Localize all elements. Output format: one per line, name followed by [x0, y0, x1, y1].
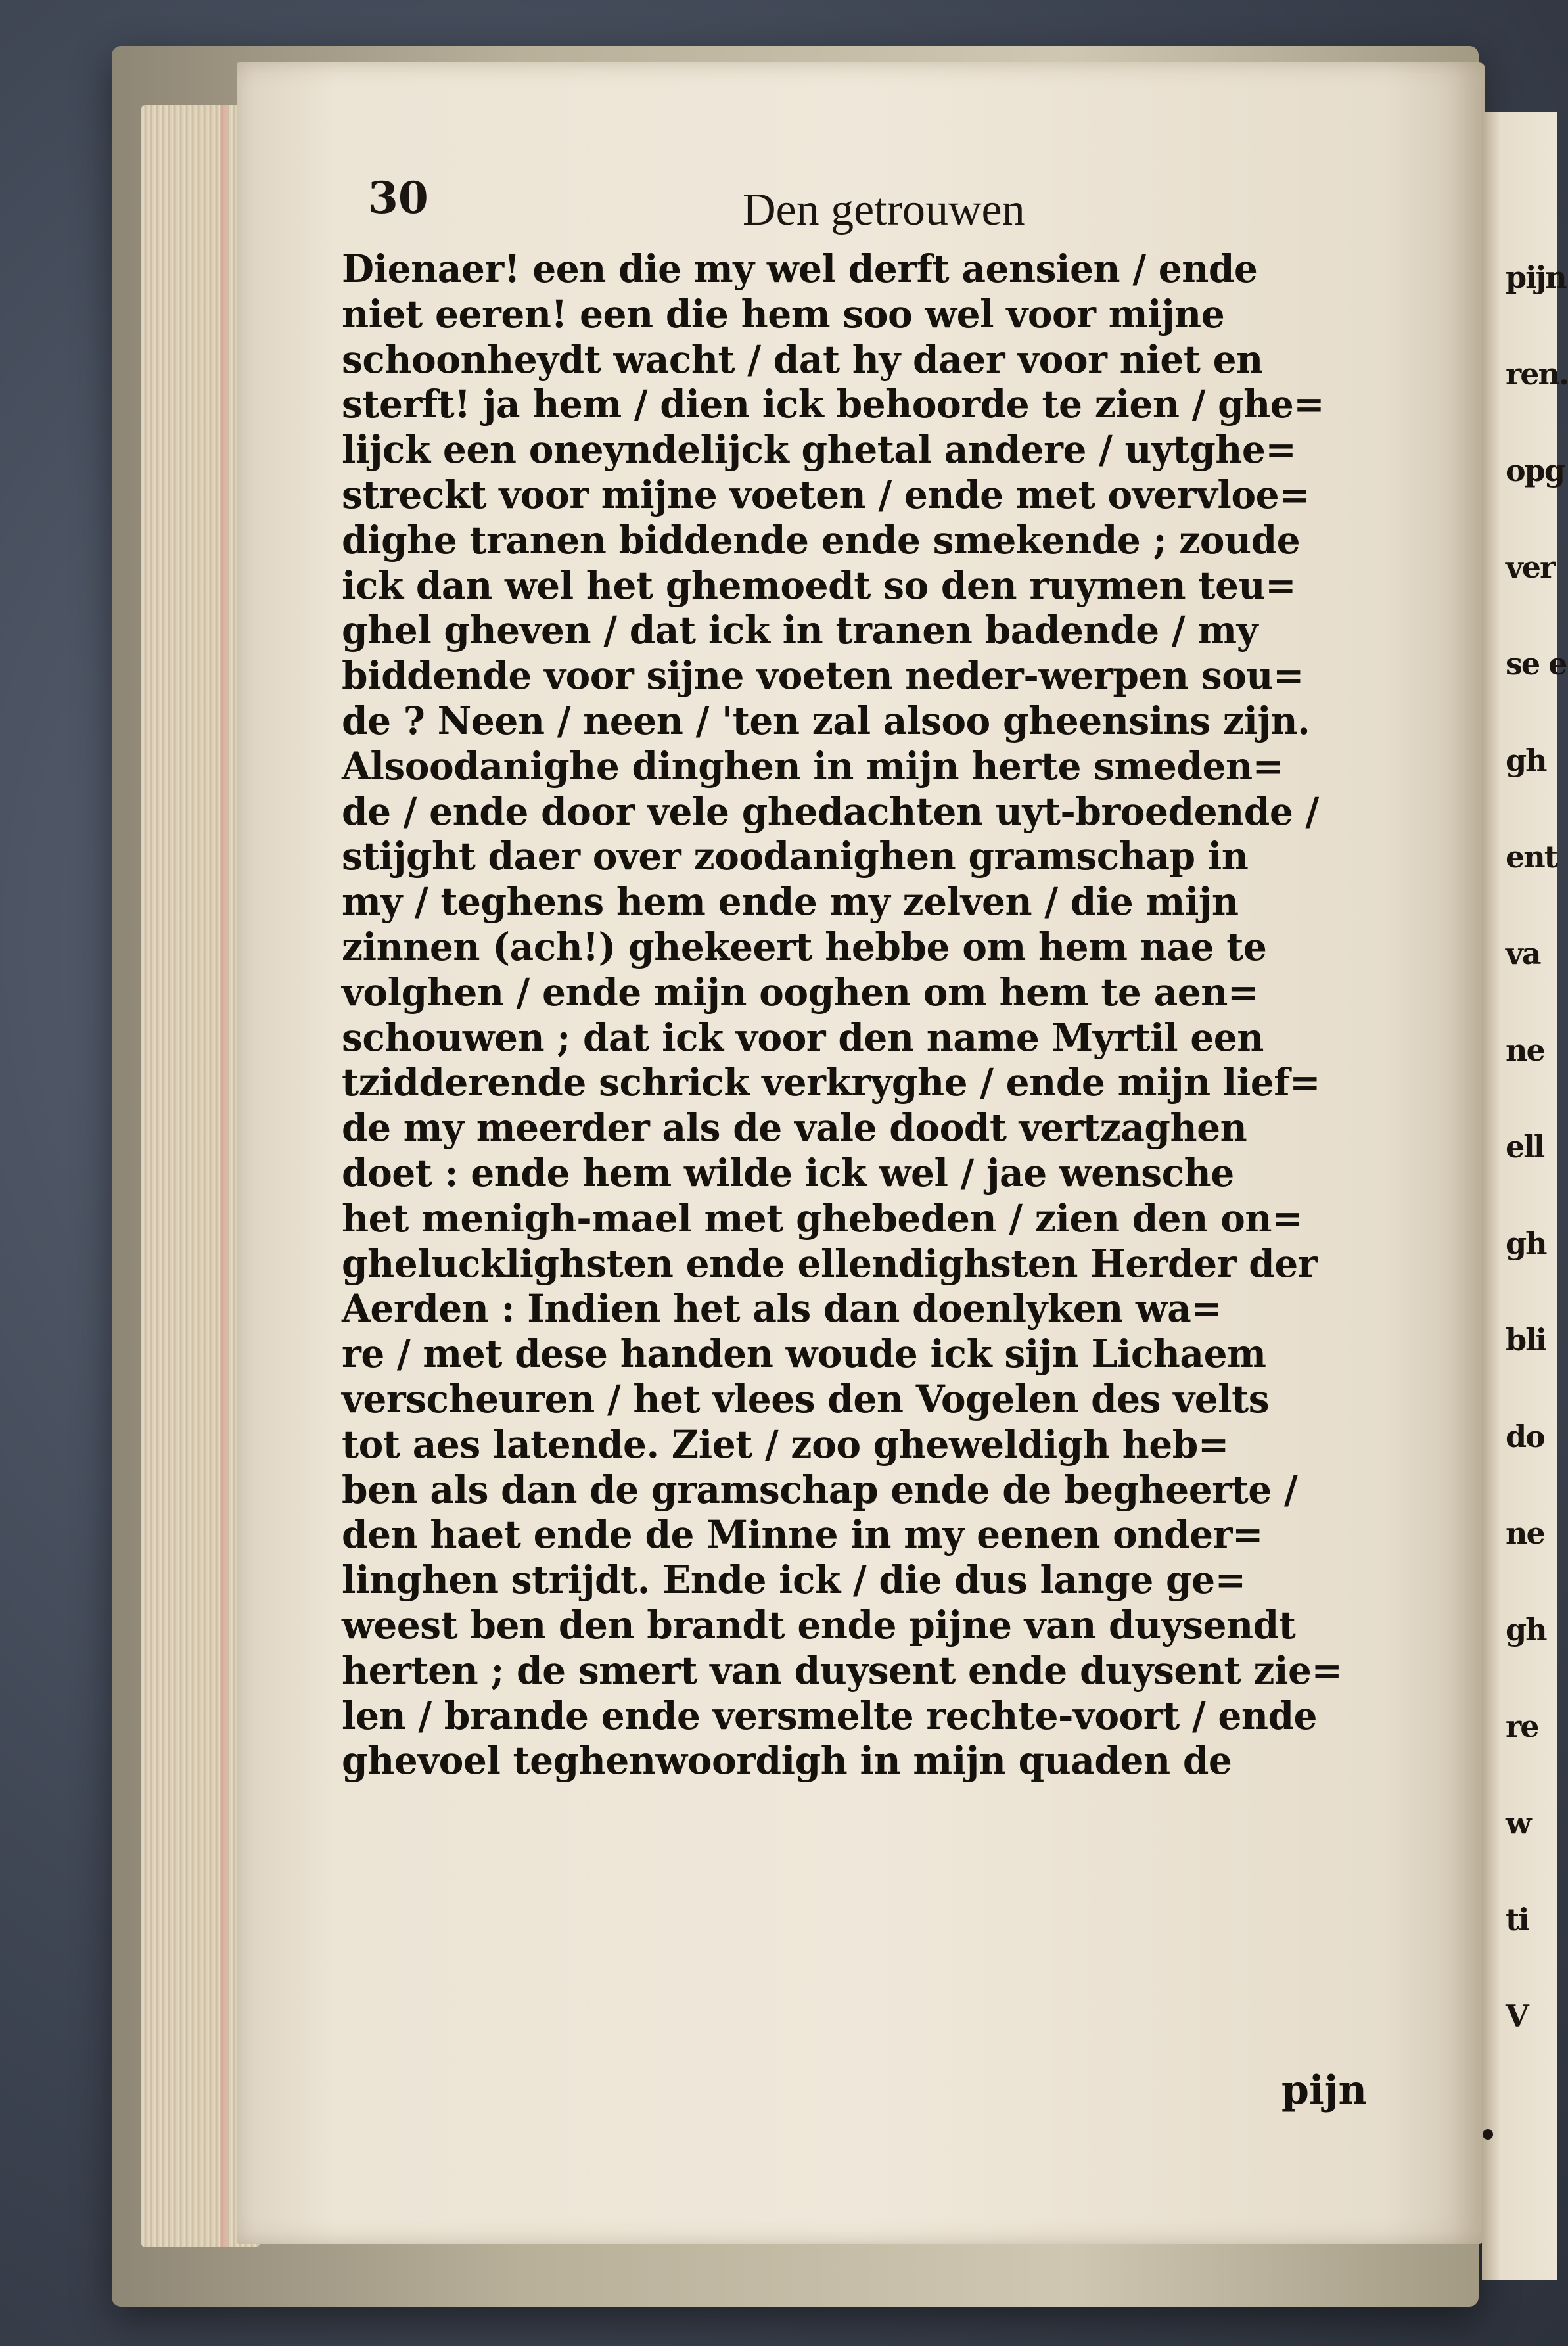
text-line: ghel gheven / dat ick in tranen badende / my	[342, 608, 1258, 653]
text-line: dighe tranen biddende ende smekende ; zoude	[342, 517, 1301, 563]
text-line: Dienaer! een die my wel derft aensien / ende	[342, 246, 1258, 291]
facing-text-fragment: gh	[1506, 743, 1546, 778]
facing-text-fragment: va	[1506, 936, 1540, 971]
facing-text-fragment: ell	[1506, 1129, 1544, 1164]
facing-text-fragment: opg	[1506, 453, 1565, 488]
facing-text-fragment: w	[1506, 1805, 1531, 1841]
facing-text-fragment: ver	[1506, 549, 1555, 585]
text-line: lijck een oneyndelijck ghetal andere / uytghe=	[342, 427, 1297, 472]
facing-text-fragment: V	[1506, 1998, 1528, 2034]
facing-page-mark	[1483, 2129, 1493, 2140]
text-line: stijght daer over zoodanighen gramschap in	[342, 834, 1249, 879]
text-line: schoonheydt wacht / dat hy daer voor niet en	[342, 336, 1263, 382]
text-line: volghen / ende mijn ooghen om hem te aen=	[342, 969, 1258, 1015]
text-line: ick dan wel het ghemoedt so den ruymen teu=	[342, 563, 1297, 608]
text-line: tzidderende schrick verkryghe / ende mijn lief=	[342, 1060, 1321, 1105]
facing-text-fragment: ent	[1506, 839, 1557, 875]
text-line: biddende voor sijne voeten neder-werpen sou=	[342, 653, 1304, 699]
text-line: de my meerder als de vale doodt vertzaghen	[342, 1105, 1247, 1151]
text-line: sterft! ja hem / dien ick behoorde te zien / ghe=	[342, 382, 1325, 427]
text-line: het menigh-mael met ghebeden / zien den on=	[342, 1195, 1303, 1241]
catchword: pijn	[1281, 2067, 1368, 2113]
text-line: de ? Neen / neen / 'ten zal alsoo gheensins zijn.	[342, 698, 1310, 743]
facing-text-fragment: bli	[1506, 1322, 1546, 1358]
text-line: den haet ende de Minne in my eenen onder=	[342, 1512, 1263, 1557]
text-line: doet : ende hem wilde ick wel / jae wensche	[342, 1150, 1234, 1195]
page-number: 30	[368, 172, 428, 223]
text-line: ben als dan de gramschap ende de begheerte /	[342, 1467, 1298, 1512]
text-line: ghelucklighsten ende ellendighsten Herder der	[342, 1241, 1318, 1286]
facing-text-fragment: pijn	[1506, 260, 1566, 295]
text-line: schouwen ; dat ick voor den name Myrtil een	[342, 1015, 1264, 1060]
facing-text-fragment: se e	[1506, 646, 1567, 681]
facing-text-fragment: ne	[1506, 1515, 1544, 1551]
text-line: weest ben den brandt ende pijne van duysendt	[342, 1602, 1296, 1647]
facing-text-fragment: gh	[1506, 1612, 1546, 1647]
text-line: herten ; de smert van duysent ende duysent zie=	[342, 1647, 1343, 1693]
facing-text-fragment: ne	[1506, 1032, 1544, 1068]
text-line: ghevoel teghenwoordigh in mijn quaden de	[342, 1738, 1232, 1783]
text-line: Alsoodanighe dinghen in mijn herte smeden=	[342, 743, 1283, 789]
text-line: len / brande ende versmelte rechte-voort / ende	[342, 1693, 1318, 1738]
text-line: niet eeren! een die hem soo wel voor mijne	[342, 291, 1225, 336]
facing-text-fragment: re	[1506, 1709, 1538, 1744]
text-line: zinnen (ach!) ghekeert hebbe om hem nae te	[342, 924, 1267, 969]
text-line: streckt voor mijne voeten / ende met overvloe=	[342, 472, 1310, 517]
text-line: my / teghens hem ende my zelven / die mijn	[342, 879, 1239, 925]
facing-page	[1482, 112, 1568, 2280]
text-line: linghen strijdt. Ende ick / die dus lange ge=	[342, 1557, 1246, 1603]
text-line: de / ende door vele ghedachten uyt-broedende /	[342, 789, 1319, 834]
facing-text-fragment: ti	[1506, 1902, 1529, 1937]
text-line: re / met dese handen woude ick sijn Lichaem	[342, 1331, 1266, 1377]
page-body-text	[342, 246, 1406, 1783]
text-line: Aerden : Indien het als dan doenlyken wa=	[342, 1286, 1222, 1331]
facing-text-fragment: gh	[1506, 1226, 1546, 1261]
facing-text-fragment: ren.	[1506, 356, 1568, 392]
text-line: tot aes latende. Ziet / zoo gheweldigh heb=	[342, 1421, 1229, 1467]
facing-text-fragment: do	[1506, 1419, 1544, 1454]
text-line: verscheuren / het vlees den Vogelen des velts	[342, 1376, 1270, 1421]
running-title: Den getrouwen	[743, 185, 1025, 235]
